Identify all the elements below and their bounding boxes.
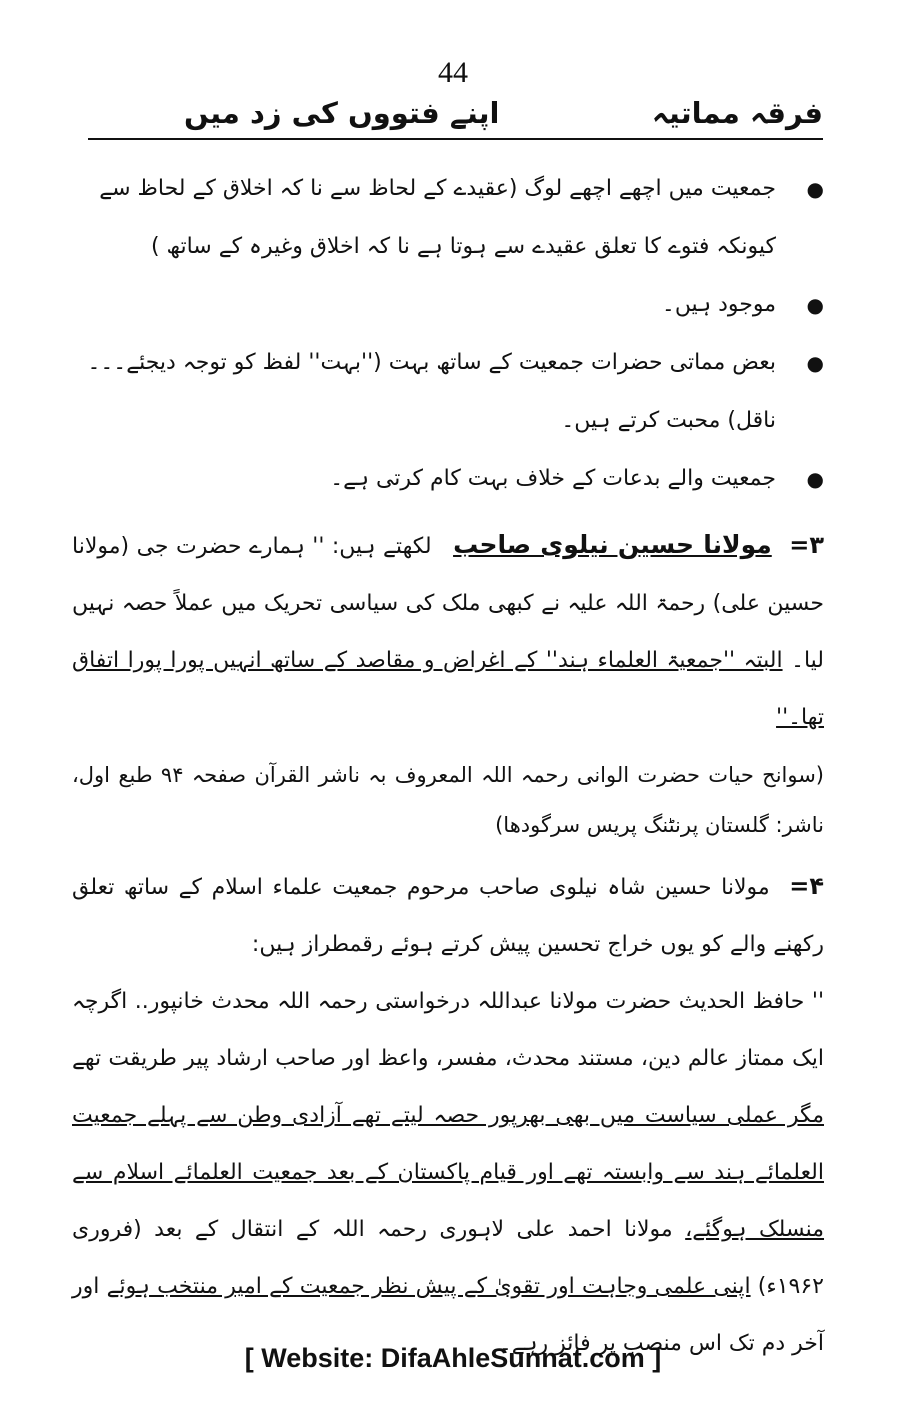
list-item: ● موجود ہیں۔ — [72, 276, 824, 334]
quote-part-2: مولانا احمد علی لاہوری رحمہ اللہ کے انتقال کے بعد (فروری ۱۹۶۲ء) — [72, 1217, 824, 1299]
chapter-title: اپنے فتووں کی زد میں — [184, 96, 500, 130]
section-3-author: مولانا حسین نیلوی صاحب — [453, 530, 772, 559]
section-4-quote — [72, 973, 824, 1372]
book-title: فرقہ مماتیہ — [651, 96, 823, 130]
section-3-reference: (سوانح حیات حضرت الوانی رحمہ اللہ المعروف بہ ناشر القرآن صفحہ ۹۴ طبع اول، ناشر: گلستان پرنٹنگ پریس سرگودھا) — [72, 763, 825, 837]
bullet-list — [72, 160, 824, 508]
section-3-underlined: البتہ ''جمعیۃ العلماء ہند'' کے اغراض و مقاصد کے ساتھ انہیں پورا پورا اتفاق تھا۔'' — [72, 648, 824, 730]
section-4-number: ۴= — [789, 872, 824, 900]
page-body — [72, 160, 824, 1372]
quote-end: اور آخر دم تک اس منصب پر فائز رہے۔ — [72, 1274, 824, 1356]
page-number: 44 — [438, 56, 468, 89]
section-4-intro: مولانا حسین شاہ نیلوی صاحب مرحوم جمعیت علماء اسلام کے ساتھ تعلق رکھنے والے کو یوں خراج تحسین پیش کرتے ہوئے رقمطراز ہیں: — [72, 875, 824, 957]
section-3-number: ۳= — [789, 531, 824, 559]
page-header — [88, 96, 823, 140]
quote-underlined-1: مگر عملی سیاست میں بھی بھرپور حصہ لیتے تھے آزادی وطن سے پہلے جمعیت العلمائے ہند سے وابستہ تھے اور قیام پاکستان کے بعد جمعیت العلمائے اسلام سے منسلک ہوگئے، — [72, 1103, 825, 1242]
quote-part-1: '' حافظ الحدیث حضرت مولانا عبداللہ درخواستی رحمہ اللہ محدث خانپور.. اگرچہ ایک ممتاز عالم دین، مستند محدث، مفسر، واعظ اور صاحب ارشاد پیر طریقت تھے — [72, 989, 824, 1071]
list-item: ● بعض مماتی حضرات جمعیت کے ساتھ بہت (''بہت'' لفظ کو توجہ دیجئے۔۔۔ ناقل) محبت کرتے ہیں۔ — [72, 334, 824, 450]
list-item: ● جمعیت میں اچھے اچھے لوگ (عقیدے کے لحاظ سے نا کہ اخلاق کے لحاظ سے کیونکہ فتوے کا تعلق عقیدے سے ہوتا ہے نا کہ اخلاق وغیرہ کے ساتھ ) — [72, 160, 824, 276]
section-4 — [72, 858, 824, 973]
list-item: ● جمعیت والے بدعات کے خلاف بہت کام کرتی ہے۔ — [72, 450, 824, 508]
website-footer: [ Website: DifaAhleSunnat.com ] — [244, 1343, 662, 1373]
quote-underlined-2: اپنی علمی وجاہت اور تقویٰ کے پیش نظر جمعیت کے امیر منتخب ہوئے — [106, 1274, 751, 1299]
section-3-lead: لکھتے ہیں: '' ہمارے حضرت جی (مولانا حسین علی) رحمۃ اللہ علیہ نے کبھی ملک کی سیاسی تحریک میں عملاً حصہ نہیں لیا۔ — [72, 534, 824, 673]
section-3 — [72, 516, 824, 746]
